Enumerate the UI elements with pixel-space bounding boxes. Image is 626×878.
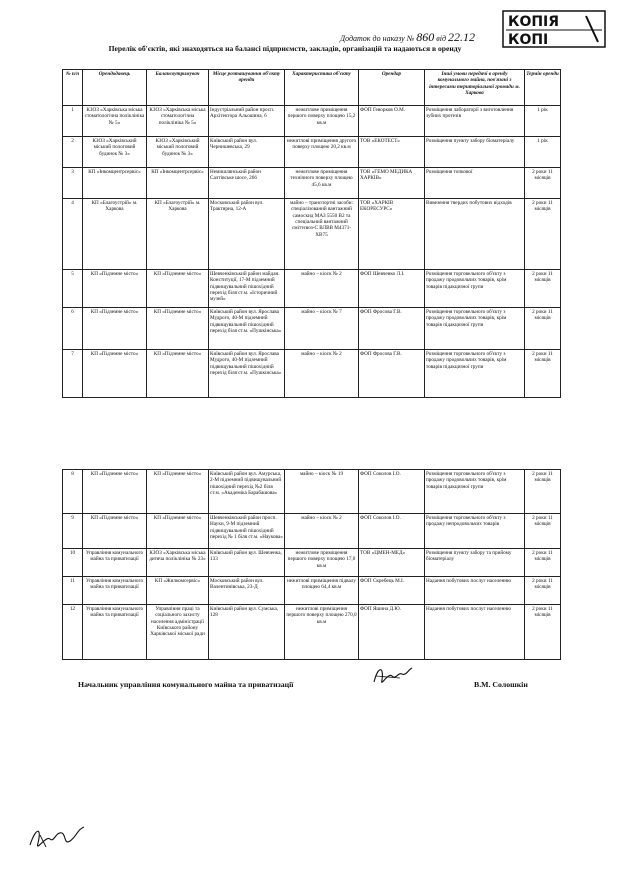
cell-term: 2 роки 11 місяців [525, 168, 561, 199]
cell-description: майно – кіоск № 19 [285, 470, 359, 514]
cell-tenant: ФОП Геворков О.М. [359, 106, 425, 137]
cell-tenant: ТОВ «ГЕМО МЕДИКА ХАРКІВ» [359, 168, 425, 199]
cell-conditions: Розміщення торговельного об'єкту з продажу продовольчих товарів, крім товарів підакцизної групи [425, 350, 525, 398]
copy-stamp [502, 10, 606, 48]
cell-tenant: ТОВ «ХАРКІВ ЕКОРЕСУРС» [359, 199, 425, 270]
col-header-description: Характеристика об'єкту [285, 70, 359, 106]
table-row [63, 137, 561, 168]
table-header-row [63, 70, 561, 106]
cell-tenant: ТОВ «ЦМЕН-МЕД» [359, 549, 425, 577]
signature-block [78, 680, 548, 689]
cell-location: Київський район вул. Ярослава Мудрого, 40-М підземний підвищувальний пішохідний перехід біля ст.м. «Пушкінська» [209, 308, 285, 350]
cell-holder: КП «Благоустрій» м. Харкова [147, 199, 209, 270]
cell-conditions: Розміщення лабораторії з виготовлення зубних протезів [425, 106, 525, 137]
cell-tenant: ФОП Шевченко Л.І. [359, 270, 425, 308]
cell-tenant: ТОВ «ЕКОТЕСТ» [359, 137, 425, 168]
cell-description: нежитлові приміщення другого поверху площею 20,2 кв.м [285, 137, 359, 168]
ref-prefix: Додаток до наказу № [340, 34, 415, 43]
table-row [63, 106, 561, 137]
certifying-signature [26, 823, 88, 853]
cell-term: 2 роки 11 місяців [525, 605, 561, 660]
cell-location: Московський район вул. Трактирна, 12-А [209, 199, 285, 270]
cell-conditions: Розміщення торговельного об'єкту з продажу продовольчих товарів, крім товарів підакцизної групи [425, 270, 525, 308]
table-row [63, 308, 561, 350]
cell-number: 12 [63, 605, 83, 660]
cell-conditions: Розміщення топкової [425, 168, 525, 199]
cell-holder: КП «Інкомцентрсервіс» [147, 168, 209, 199]
cell-lessor: Управління комунального майна та приватизації [83, 577, 147, 605]
col-header-term: Термін оренди [525, 70, 561, 106]
cell-term: 2 роки 11 місяців [525, 549, 561, 577]
cell-term: 1 рік [525, 106, 561, 137]
col-header-conditions: Інші умови передачі в оренду комунального майна, пов'язані з інтересами територіальної громади м. Харкова [425, 70, 525, 106]
cell-location: Шевченківський район майдан. Конституції, 17-М підземний підвищувальний пішохідний перехід біля ст.м. «Історичний музей» [209, 270, 285, 308]
col-header-number: № п/п [63, 70, 83, 106]
lease-table-part-2 [62, 469, 561, 660]
cell-number: 11 [63, 577, 83, 605]
cell-number: 6 [63, 308, 83, 350]
cell-location: Київський район вул. Шевченка, 133 [209, 549, 285, 577]
cell-holder: КП «Підземне місто» [147, 270, 209, 308]
document-title: Перелік об'єктів, які знаходяться на балансі підприємств, закладів, організацій та надаються в оренду [108, 44, 462, 53]
cell-number: 3 [63, 168, 83, 199]
table-row [63, 470, 561, 514]
document-reference [340, 30, 475, 45]
cell-conditions: Розміщення торговельного об'єкту з продажу непродовольчих товарів [425, 514, 525, 549]
cell-holder: Управління праці та соціального захисту населення адміністрації Київського району Харківської міської ради [147, 605, 209, 660]
cell-lessor: КП «Підземне місто» [83, 270, 147, 308]
cell-tenant: ФОП Яшина Д.Ю. [359, 605, 425, 660]
cell-lessor: КП «Інкомцентрсервіс» [83, 168, 147, 199]
cell-number: 1 [63, 106, 83, 137]
cell-conditions: Розміщення торговельного об'єкту з продажу продовольчих товарів, крім товарів підакцизної групи [425, 308, 525, 350]
table-row [63, 514, 561, 549]
cell-holder: КЗОЗ «Харківська міська дитяча поліклініка № 23» [147, 549, 209, 577]
cell-conditions: Розміщення пункту забору біоматеріалу [425, 137, 525, 168]
cell-lessor: КП «Підземне місто» [83, 308, 147, 350]
cell-location: Московський район вул. Валентинівська, 23-Д [209, 577, 285, 605]
svg-text:КОПІ: КОПІ [508, 32, 549, 48]
cell-conditions: Розміщення пункту забору та прийому біоматеріалу [425, 549, 525, 577]
cell-holder: КЗОЗ «Харківський міський пологовий будинок № 3» [147, 137, 209, 168]
cell-holder: КП «Підземне місто» [147, 308, 209, 350]
cell-description: нежитлове приміщення першого поверху площею 17,0 кв.м [285, 549, 359, 577]
table-row [63, 549, 561, 577]
cell-description: нежитлове приміщення першого поверху площею 15,2 кв.м [285, 106, 359, 137]
table-row [63, 577, 561, 605]
cell-number: 10 [63, 549, 83, 577]
cell-number: 9 [63, 514, 83, 549]
cell-lessor: КП «Підземне місто» [83, 514, 147, 549]
cell-number: 8 [63, 470, 83, 514]
cell-description: майно – транспортні засоби: спеціалізований вантажний самоскид МАЗ 5550 В2 та спеціальний вантажний сміттєвоз-С ВЛВВ М4371-ХВ75 [285, 199, 359, 270]
table-row [63, 199, 561, 270]
ref-number: 860 [416, 30, 435, 44]
cell-lessor: Управління комунального майна та приватизації [83, 605, 147, 660]
cell-term: 1 рік [525, 137, 561, 168]
cell-lessor: Управління комунального майна та приватизації [83, 549, 147, 577]
table-row [63, 168, 561, 199]
cell-description: майно – кіоск № 2 [285, 350, 359, 398]
cell-conditions: Надання побутових послуг населенню [425, 605, 525, 660]
col-header-holder: Балансоутримувач [147, 70, 209, 106]
cell-number: 4 [63, 199, 83, 270]
cell-lessor: КП «Підземне місто» [83, 470, 147, 514]
cell-term: 2 роки 11 місяців [525, 308, 561, 350]
cell-description: майно – кіоск № 7 [285, 308, 359, 350]
cell-lessor: КЗОЗ «Харківська міська стоматологічна поліклініка № 5» [83, 106, 147, 137]
cell-location: Індустріальний район просп. Архітектора Альошина, 6 [209, 106, 285, 137]
cell-location: Немишлянський район Салтівське шосе, 266 [209, 168, 285, 199]
table-row [63, 605, 561, 660]
cell-description: майно – кіоск № 2 [285, 270, 359, 308]
cell-tenant: ФОП Скребець М.І. [359, 577, 425, 605]
cell-term: 2 роки 11 місяців [525, 577, 561, 605]
cell-tenant: ФОП Соколов І.О. [359, 470, 425, 514]
cell-term: 2 роки 11 місяців [525, 270, 561, 308]
cell-description: нежитлові приміщення першого поверху площею 270,0 кв.м [285, 605, 359, 660]
col-header-lessor: Орендодавець [83, 70, 147, 106]
cell-conditions: Надання побутових послуг населенню [425, 577, 525, 605]
cell-holder: КП «Жилкомсервіс» [147, 577, 209, 605]
cell-term: 2 роки 11 місяців [525, 470, 561, 514]
ref-date: 22.12 [448, 30, 476, 44]
signer-position: Начальник управління комунального майна та приватизації [78, 680, 294, 689]
cell-lessor: КП «Благоустрій» м. Харкова [83, 199, 147, 270]
signer-name: В.М. Солошкін [474, 680, 528, 689]
cell-location: Київський район вул. Сумська, 128 [209, 605, 285, 660]
cell-description: нежитлове приміщення технічного поверху площею 45,6 кв.м [285, 168, 359, 199]
cell-number: 7 [63, 350, 83, 398]
table-row [63, 270, 561, 308]
cell-number: 5 [63, 270, 83, 308]
cell-description: майно – кіоск № 2 [285, 514, 359, 549]
svg-text:КОПІЯ: КОПІЯ [508, 14, 560, 30]
cell-term: 2 роки 11 місяців [525, 350, 561, 398]
cell-holder: КЗОЗ «Харківська міська стоматологічна поліклініка № 5» [147, 106, 209, 137]
cell-lessor: КЗОЗ «Харківський міський пологовий будинок № 3» [83, 137, 147, 168]
lease-table-part-1 [62, 69, 561, 398]
cell-conditions: Вивезення твердих побутових відходів [425, 199, 525, 270]
cell-lessor: КП «Підземне місто» [83, 350, 147, 398]
cell-location: Шевченківський район просп. Науки, 9-М підземний підвищувальний пішохідний перехід № 1 біля ст.м. «Наукова» [209, 514, 285, 549]
cell-tenant: ФОП Соколов І.О. [359, 514, 425, 549]
cell-term: 2 роки 11 місяців [525, 514, 561, 549]
cell-conditions: Розміщення торговельного об'єкту з продажу продовольчих товарів, крім товарів підакцизної групи [425, 470, 525, 514]
cell-tenant: ФОП Фросова Г.В. [359, 350, 425, 398]
cell-holder: КП «Підземне місто» [147, 350, 209, 398]
col-header-tenant: Орендар [359, 70, 425, 106]
cell-term: 2 роки 11 місяців [525, 199, 561, 270]
cell-location: Київський район вул. Чернишевська, 29 [209, 137, 285, 168]
cell-holder: КП «Підземне місто» [147, 514, 209, 549]
cell-holder: КП «Підземне місто» [147, 470, 209, 514]
cell-number: 2 [63, 137, 83, 168]
cell-description: нежитлові приміщення підвалу площею 64,4 кв.м [285, 577, 359, 605]
col-header-location: Місце розташування об'єкту оренди [209, 70, 285, 106]
ref-date-prefix: від [436, 34, 447, 43]
table-row [63, 350, 561, 398]
cell-location: Київський район вул. Ярослава Мудрого, 40-М підземний підвищувальний пішохідний перехід біля ст.м. «Пушкінська» [209, 350, 285, 398]
cell-location: Київський район вул. Амурська, 2-М підземний підвищувальний пішохідний перехід №2 біля ст.м. «Академіка Барабашова» [209, 470, 285, 514]
cell-tenant: ФОП Фросова Г.В. [359, 308, 425, 350]
